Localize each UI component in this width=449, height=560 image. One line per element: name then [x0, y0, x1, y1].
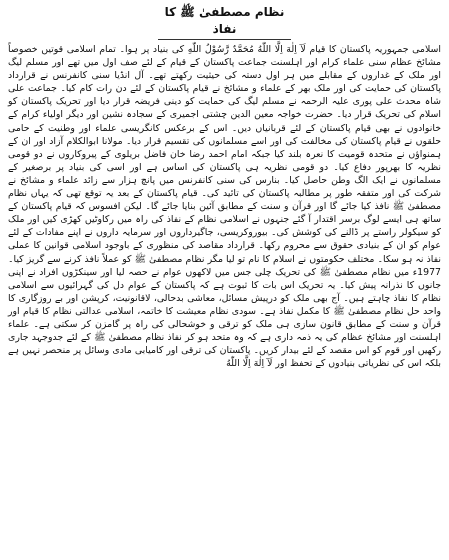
page-title: نظام مصطفیٰ ﷺ کا نفاذ	[158, 4, 291, 40]
body-text: اسلامی جمہوریہ پاکستان کا قیام لَآ اِلٰهَ اِلَّا اللّٰهُ مُحَمَّدٌ رَّسُوْلُ اللّٰهِ کی بنیاد پر ہوا۔ تمام اسلامی قوتیں خصوصاً مشائخ عظام سنی علماء کرام اور اہلسنت جماعت پاکستان کے قیام کے لئے صف اول میں تھے اور مسلم لیگ اور ملک کے غداروں کے مقابلے میں ہر اول دستہ کی حیثیت رکھتے تھے۔ آل انڈیا سنی کانفرنس نے قرارداد پاکستان کی حمایت کی اور ملک بھر کے علماء و مشائخ نے قیام پاکستان کے لئے دن رات کام کیا۔ جماعت علی شاہ محدث علی پوری علیہ الرحمہ نے مسلم لیگ کی حمایت کو دینی فریضہ قرار دیا اور تحریک پاکستان کو اسلام کی تحریک قرار دیا۔ حضرت خواجہ معین الدین چشتی اجمیری کے سجادہ نشین اور دیگر اولیاء کرام کے خانوادوں نے بھی قیام پاکستان کے لئے قربانیاں دیں۔ اس کے برعکس کانگریسی علماء اور وطنیت کے حامی حلقوں نے قیام پاکستان کی مخالفت کی اور اسے مسلمانوں کی تقسیم قرار دیا۔ مولانا ابوالکلام آزاد اور ان کے ہمنواؤں نے متحدہ قومیت کا نعرہ بلند کیا جبکہ امام احمد رضا خان فاضل بریلوی کے پیروکاروں نے دو قومی نظریہ کا بھرپور دفاع کیا۔ دو قومی نظریہ ہی پاکستان کی اساس ہے اور اسی کی بنیاد پر برصغیر کے مسلمانوں نے ایک الگ وطن حاصل کیا۔ بنارس کی سنی کانفرنس میں پانچ ہزار سے زائد علماء و مشائخ نے شرکت کی اور متفقہ طور پر مطالبہ پاکستان کی تائید کی۔ قیام پاکستان کے بعد یہ توقع تھی کہ یہاں نظام مصطفیٰ ﷺ نافذ کیا جائے گا اور قرآن و سنت کے مطابق آئین بنایا جائے گا۔ لیکن افسوس کہ قیام پاکستان کے ساتھ ہی ایسے لوگ برسر اقتدار آ گئے جنہوں نے اسلامی نظام کے نفاذ کی راہ میں رکاوٹیں کھڑی کیں اور ملک کو سیکولر راستے پر ڈالنے کی کوشش کی۔ بیوروکریسی، جاگیرداروں اور سرمایہ داروں نے اپنے مفادات کے لئے عوام کو ان کے بنیادی حقوق سے محروم رکھا۔ قرارداد مقاصد کی منظوری کے باوجود اسلامی قوانین کا عملی نفاذ نہ ہو سکا۔ مختلف حکومتوں نے اسلام کا نام تو لیا مگر نظام مصطفیٰ ﷺ کو عملاً نافذ کرنے سے گریز کیا۔ 1977ء میں نظام مصطفیٰ ﷺ کی تحریک چلی جس میں لاکھوں عوام نے حصہ لیا اور سینکڑوں افراد نے اپنی جانوں کا نذرانہ پیش کیا۔ یہ تحریک اس بات کا ثبوت ہے کہ پاکستان کے عوام دل کی گہرائیوں سے اسلامی نظام کا نفاذ چاہتے ہیں۔ آج بھی ملک کو درپیش مسائل، معاشی بدحالی، لاقانونیت، کرپشن اور بے روزگاری کا واحد حل نظام مصطفیٰ ﷺ کا مکمل نفاذ ہے۔ سودی نظام معیشت کا خاتمہ، اسلامی عدالتی نظام کا قیام اور قرآن و سنت کے مطابق قانون سازی ہی ملک کو ترقی و خوشحالی کی راہ پر گامزن کر سکتی ہے۔ علماء اہلسنت اور مشائخ عظام کی یہ ذمہ داری ہے کہ وہ متحد ہو کر نفاذ نظام مصطفیٰ ﷺ کے لئے جدوجہد جاری رکھیں اور قوم کو اس مقصد کے لئے بیدار کریں۔ پاکستان کی ترقی اور کامیابی مادی وسائل پر منحصر نہیں ہے بلکہ اس کی نظریاتی بنیادوں کے تحفظ اور لَآ اِلٰهَ اِلَّا اللّٰهُ	[8, 44, 441, 370]
